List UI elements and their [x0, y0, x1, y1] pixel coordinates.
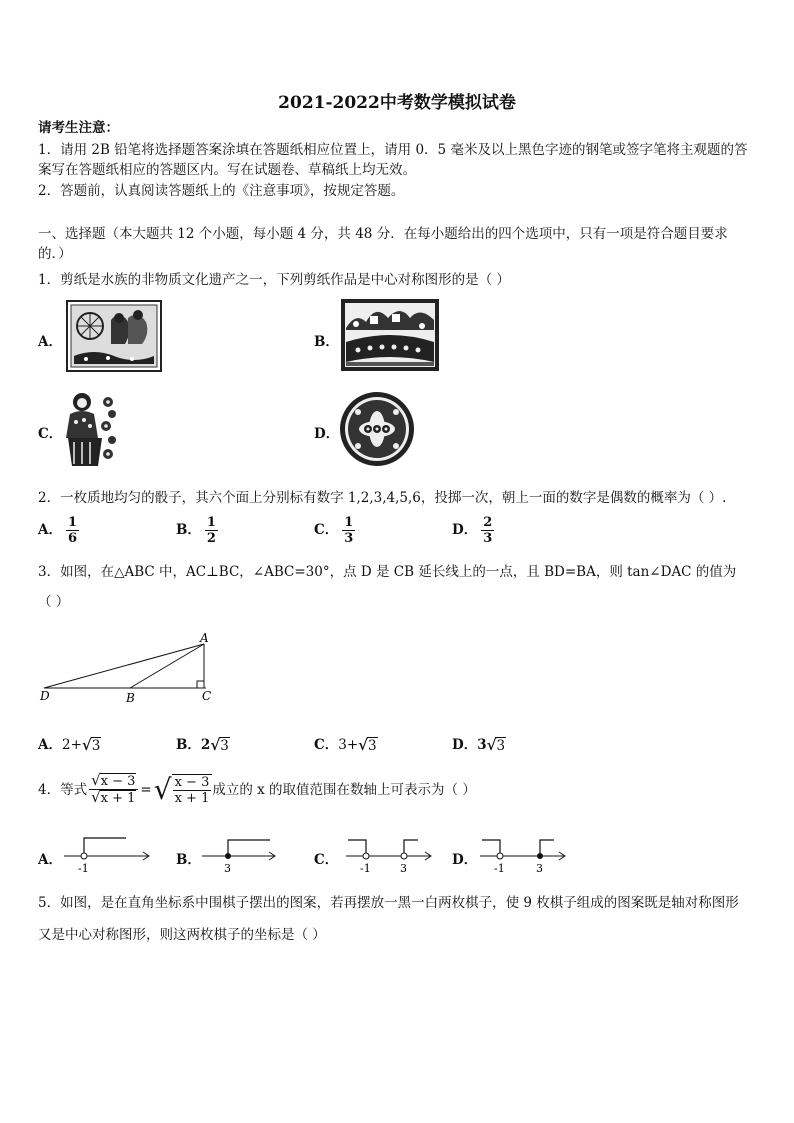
- q2-option-c: [314, 515, 355, 546]
- number-line-b: [200, 832, 280, 876]
- q4-option-b-label: B．: [176, 852, 201, 868]
- q4-lhs-num-radicand: x − 3: [100, 774, 136, 789]
- q2-option-a-numerator: 1: [67, 515, 78, 530]
- q2-option-d-label: D．: [452, 522, 478, 538]
- q2-option-c-denominator: 3: [344, 531, 354, 546]
- q1-stem: 1．剪纸是水族的非物质文化遗产之一，下列剪纸作品是中心对称图形的是（ ）: [38, 272, 510, 288]
- q3-option-c-prefix: 3+: [338, 737, 359, 753]
- q2-option-d: [452, 515, 494, 546]
- q4-option-a-label: A．: [38, 852, 62, 868]
- radical-icon: √: [81, 736, 92, 754]
- q2-option-d-fraction: [481, 515, 494, 546]
- tick-label: -1: [78, 862, 89, 875]
- q3-option-b-label: B．: [176, 737, 201, 753]
- q3-option-b-radicand: 3: [220, 737, 229, 754]
- notice-heading: 请考生注意：: [38, 120, 119, 136]
- q4-option-c-label: C．: [314, 852, 339, 868]
- tick-label: 3: [400, 862, 407, 875]
- tick-label: -1: [494, 862, 505, 875]
- section-heading-b: 的．）: [38, 246, 72, 262]
- triangle-figure: [34, 630, 220, 710]
- tick-label: 3: [536, 862, 543, 875]
- radical-icon: √: [91, 771, 101, 789]
- q3-option-b: [176, 733, 230, 754]
- q4-lhs-fraction: [89, 773, 138, 806]
- q4-equals: =: [140, 781, 152, 798]
- number-line-c: [344, 832, 436, 876]
- q4-lhs-den-radicand: x + 1: [100, 791, 136, 806]
- q5-stem-b: 又是中心对称图形，则这两枚棋子的坐标是（ ）: [38, 927, 326, 943]
- q4-prefix: 4．等式: [38, 781, 88, 798]
- q2-option-a-label: A．: [38, 522, 62, 538]
- q2-option-d-numerator: 2: [483, 515, 493, 530]
- q4-rhs-fraction: [172, 774, 213, 806]
- radical-icon: √: [210, 736, 221, 754]
- q1-option-d-label: D．: [314, 426, 340, 442]
- radical-icon: √: [358, 736, 369, 754]
- q4-rhs-numerator: x − 3: [174, 774, 210, 790]
- papercut-scene-icon: [66, 300, 162, 372]
- q3-option-a: [38, 733, 101, 754]
- q2-option-b-label: B．: [176, 522, 201, 538]
- q4-suffix: 成立的 x 的取值范围在数轴上可表示为（ ）: [212, 781, 476, 798]
- page-title: 2021-2022中考数学模拟试卷: [278, 93, 516, 113]
- label-c: C: [202, 689, 212, 703]
- section-heading-a: 一、选择题（本大题共 12 个小题，每小题 4 分，共 48 分．在每小题给出的四个选项中，只有一项是符合题目要求: [38, 226, 728, 242]
- q1-option-b-label: B．: [314, 334, 339, 350]
- radical-icon: √: [486, 736, 497, 754]
- label-a: A: [200, 631, 209, 645]
- radical-icon: √: [91, 788, 101, 806]
- q1-option-a-label: A．: [38, 334, 62, 350]
- q2-option-a-fraction: [66, 515, 79, 546]
- q2-option-c-numerator: 1: [344, 515, 354, 530]
- q3-option-a-label: A．: [38, 737, 62, 753]
- q1-option-c-label: C．: [38, 426, 63, 442]
- notice-item-1b: 案写在答题纸相应的答题区内。写在试题卷、草稿纸上均无效。: [38, 162, 416, 178]
- notice-item-2: 2．答题前，认真阅读答题纸上的《注意事项》，按规定答题。: [38, 183, 405, 199]
- q2-option-b-fraction: [205, 515, 218, 546]
- number-line-a: [62, 832, 154, 876]
- tick-label: 3: [224, 862, 231, 875]
- q4-rhs: [154, 774, 213, 806]
- q3-option-d: [452, 733, 506, 754]
- q2-option-b: [176, 515, 218, 546]
- number-line-d: [478, 832, 570, 876]
- q5-stem-a: 5．如图，是在直角坐标系中围棋子摆出的图案，若再摆放一黑一白两枚棋子，使 9 枚棋子组成的图案既是轴对称图形: [38, 895, 739, 911]
- q3-stem: 3．如图，在△ABC 中，AC⊥BC，∠ABC=30°，点 D 是 CB 延长线上的一点，且 BD=BA，则 tan∠DAC 的值为: [38, 564, 737, 580]
- q4-option-d-label: D．: [452, 852, 478, 868]
- q2-option-b-denominator: 2: [206, 531, 216, 546]
- q3-option-c-label: C．: [314, 737, 339, 753]
- notice-item-1a: 1．请用 2B 铅笔将选择题答案涂填在答题纸相应位置上，请用 0．5 毫米及以上黑色字迹的钢笔或签字笔将主观题的答: [38, 142, 748, 158]
- q3-option-a-radicand: 3: [91, 737, 101, 754]
- papercut-round-icon: [338, 390, 416, 468]
- q4-lhs-denominator: [89, 790, 138, 806]
- q3-option-d-radicand: 3: [496, 737, 506, 754]
- q4-stem: [38, 773, 476, 806]
- q2-option-c-label: C．: [314, 522, 339, 538]
- q2-option-c-fraction: [342, 515, 355, 546]
- q3-option-c: [314, 733, 378, 754]
- papercut-figure-icon: [60, 388, 122, 470]
- q4-rhs-denominator: x + 1: [174, 790, 210, 806]
- q3-option-a-prefix: 2+: [61, 737, 82, 753]
- q2-option-b-numerator: 1: [206, 515, 216, 530]
- q2-option-a: [38, 515, 79, 546]
- q3-option-c-radicand: 3: [368, 737, 377, 754]
- q3-option-d-prefix: 3: [477, 737, 487, 753]
- label-b: B: [126, 691, 135, 705]
- q2-option-a-denominator: 6: [67, 531, 78, 546]
- q3-option-b-prefix: 2: [200, 737, 211, 753]
- tick-label: -1: [360, 862, 371, 875]
- papercut-landscape-icon: [340, 298, 440, 372]
- label-d: D: [40, 689, 50, 703]
- q2-stem: 2．一枚质地均匀的骰子，其六个面上分别标有数字 1,2,3,4,5,6，投掷一次，朝上一面的数字是偶数的概率为（ ）.: [38, 490, 727, 506]
- radical-icon: √: [153, 772, 172, 806]
- q3-paren: （ ）: [38, 594, 70, 610]
- q3-option-d-label: D．: [452, 737, 478, 753]
- q2-option-d-denominator: 3: [483, 531, 493, 546]
